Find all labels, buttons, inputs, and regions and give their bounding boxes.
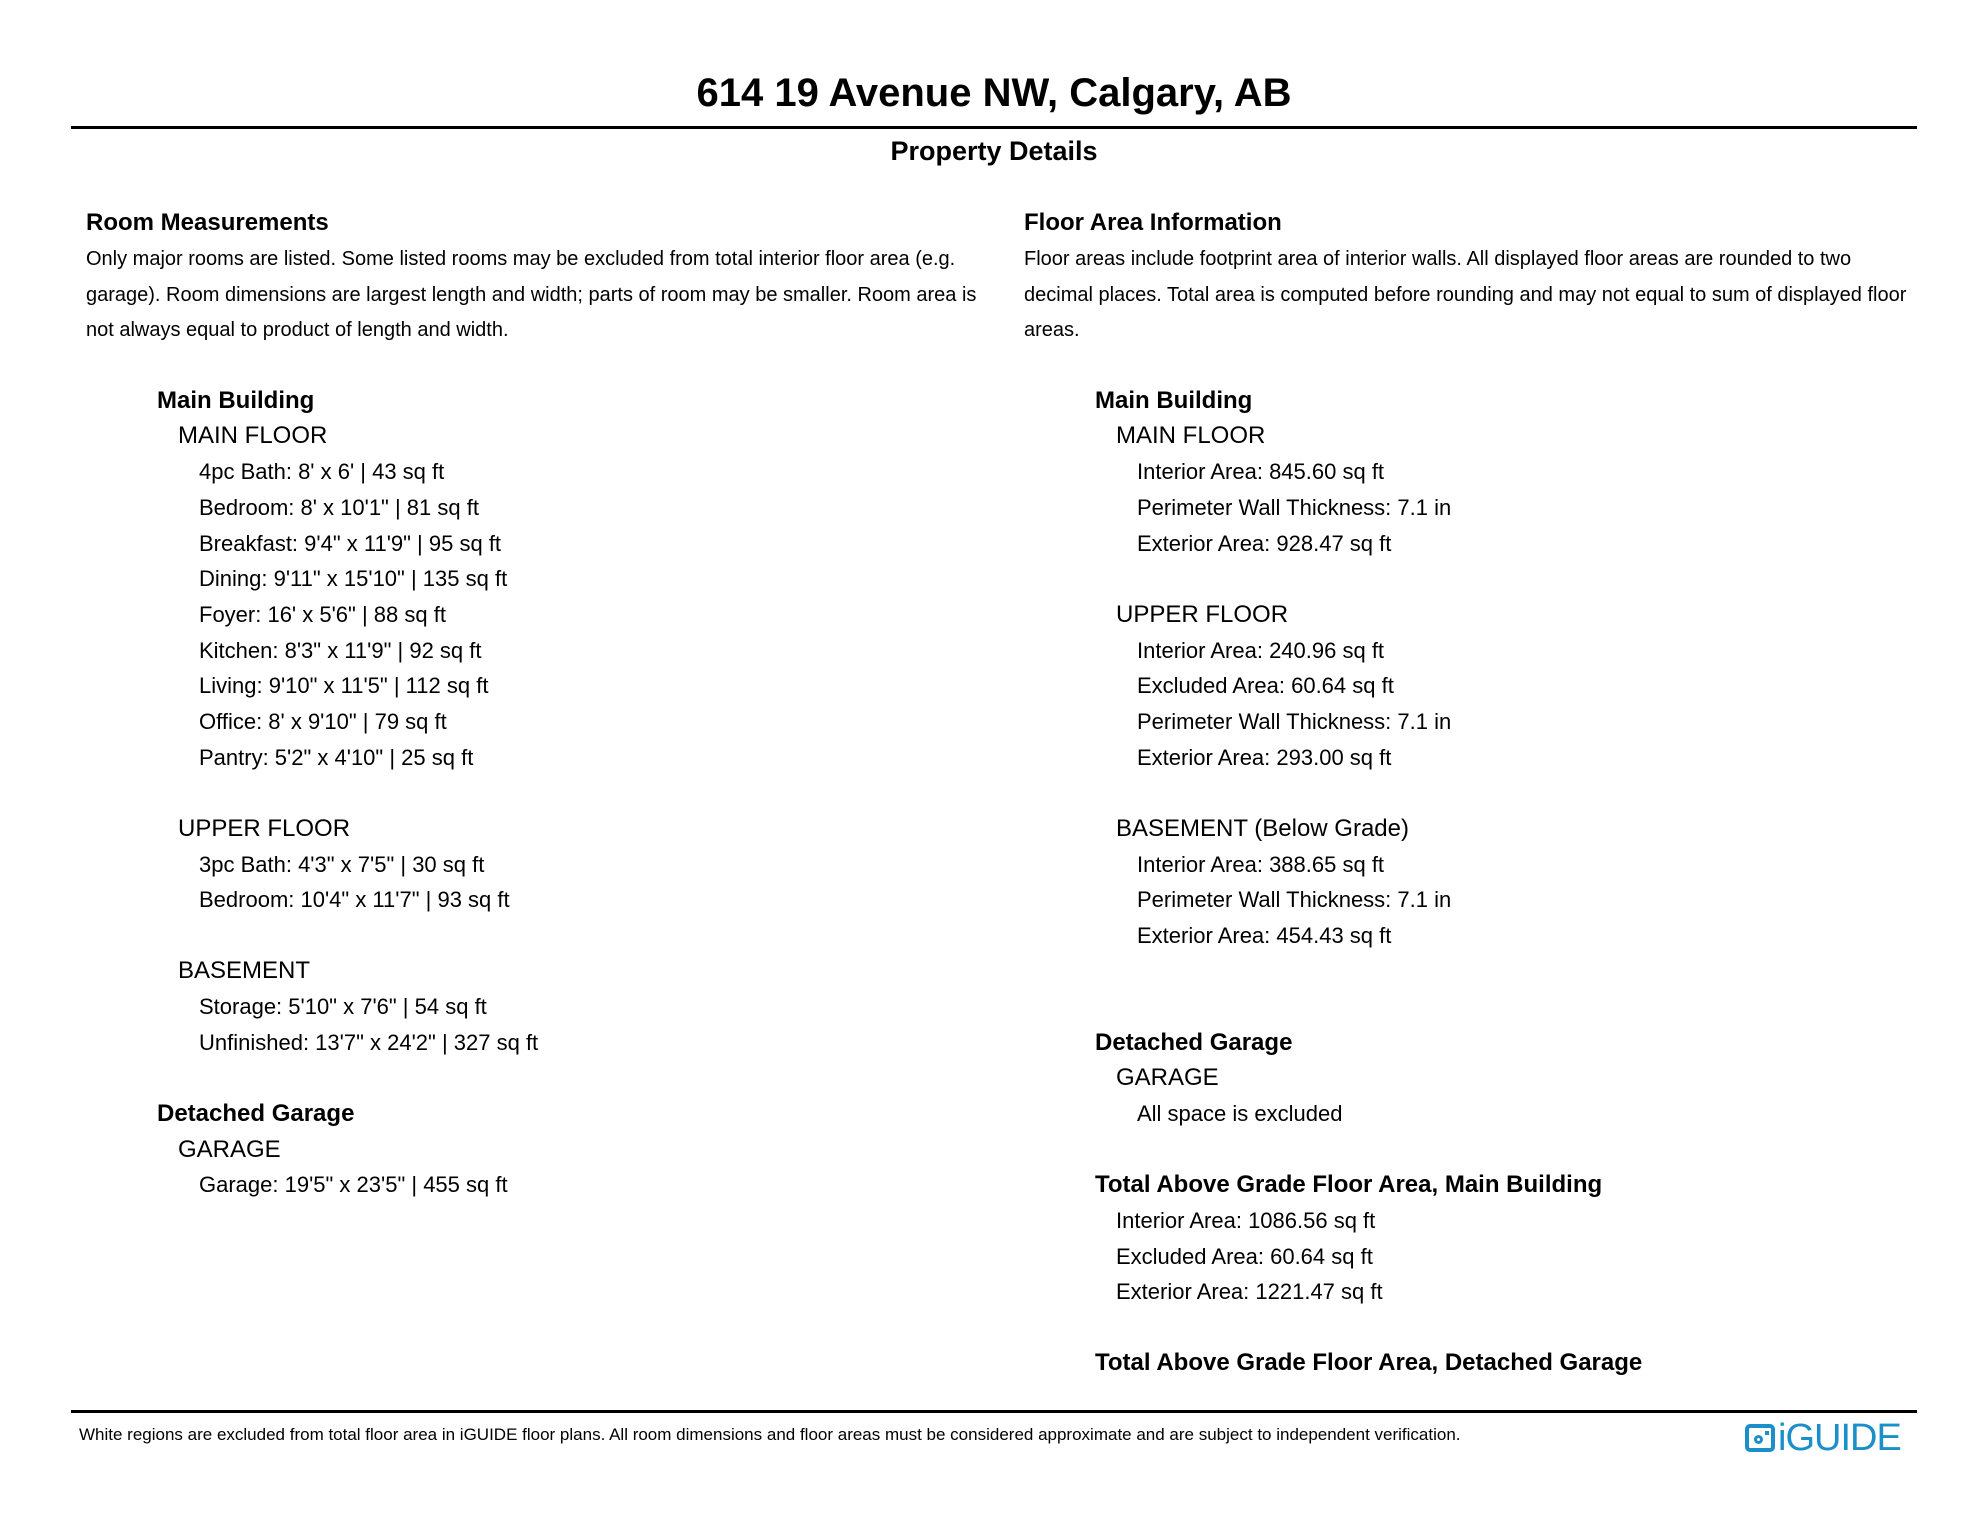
room-list-item: GARAGE [178, 1136, 281, 1163]
floor-area-heading: Floor Area Information [1024, 209, 1282, 236]
room-list-item: Living: 9'10" x 11'5" | 112 sq ft [199, 673, 489, 698]
iguide-logo [1745, 1416, 1901, 1460]
floor-area-item: Interior Area: 845.60 sq ft [1137, 459, 1385, 484]
floor-area-item: GARAGE [1116, 1064, 1219, 1091]
floor-area-item: All space is excluded [1137, 1101, 1343, 1126]
floor-area-item: Perimeter Wall Thickness: 7.1 in [1137, 495, 1452, 520]
room-list-item: MAIN FLOOR [178, 422, 328, 449]
room-list-item: BASEMENT [178, 957, 311, 984]
room-measurements-heading: Room Measurements [86, 209, 329, 236]
floor-area-item: MAIN FLOOR [1116, 422, 1266, 449]
footer-divider [71, 1410, 1917, 1413]
room-list-item: Detached Garage [157, 1100, 355, 1127]
floor-area-item: Exterior Area: 293.00 sq ft [1137, 745, 1392, 770]
floor-area-item: Perimeter Wall Thickness: 7.1 in [1137, 709, 1452, 734]
room-list-item: Bedroom: 10'4" x 11'7" | 93 sq ft [199, 887, 510, 912]
floor-area-item: Total Above Grade Floor Area, Main Building [1095, 1171, 1603, 1198]
room-list-item: Kitchen: 8'3" x 11'9" | 92 sq ft [199, 638, 482, 663]
floor-area-item: Perimeter Wall Thickness: 7.1 in [1137, 887, 1452, 912]
floor-area-item: Excluded Area: 60.64 sq ft [1137, 673, 1394, 698]
floor-area-item: Excluded Area: 60.64 sq ft [1116, 1244, 1373, 1269]
room-list-item: 4pc Bath: 8' x 6' | 43 sq ft [199, 459, 445, 484]
room-list-item: UPPER FLOOR [178, 815, 351, 842]
floor-area-item: Exterior Area: 1221.47 sq ft [1116, 1279, 1383, 1304]
floor-area-item: UPPER FLOOR [1116, 601, 1289, 628]
floor-area-item: Exterior Area: 454.43 sq ft [1137, 923, 1392, 948]
floor-area-description: Floor areas include footprint area of interior walls. All displayed floor areas are rounded to two decimal places. Total area is computed before rounding and may not equal to sum of displayed floor areas. [1024, 248, 1907, 341]
floor-area-item: Detached Garage [1095, 1029, 1293, 1056]
iguide-logo-text: iGUIDE [1778, 1417, 1901, 1459]
room-list-item: Foyer: 16' x 5'6" | 88 sq ft [199, 602, 446, 627]
room-list-item: 3pc Bath: 4'3" x 7'5" | 30 sq ft [199, 852, 485, 877]
header-divider [71, 126, 1917, 129]
floor-area-item: Main Building [1095, 387, 1253, 414]
room-list-item: Storage: 5'10" x 7'6" | 54 sq ft [199, 994, 487, 1019]
iguide-camera-icon [1745, 1424, 1775, 1452]
room-list-item: Main Building [157, 387, 315, 414]
page-subtitle: Property Details [890, 136, 1098, 166]
floor-area-item: Exterior Area: 928.47 sq ft [1137, 531, 1392, 556]
page-title: 614 19 Avenue NW, Calgary, AB [696, 71, 1292, 115]
floor-area-item: Interior Area: 388.65 sq ft [1137, 852, 1385, 877]
room-list-item: Dining: 9'11" x 15'10" | 135 sq ft [199, 566, 508, 591]
floor-area-item: Total Above Grade Floor Area, Detached Garage [1095, 1349, 1643, 1376]
floor-area-item: Interior Area: 240.96 sq ft [1137, 638, 1385, 663]
floor-area-item: BASEMENT (Below Grade) [1116, 815, 1409, 842]
room-list-item: Pantry: 5'2" x 4'10" | 25 sq ft [199, 745, 474, 770]
room-list-item: Breakfast: 9'4" x 11'9" | 95 sq ft [199, 531, 502, 556]
room-list-item: Office: 8' x 9'10" | 79 sq ft [199, 709, 447, 734]
floor-area-item: Interior Area: 1086.56 sq ft [1116, 1208, 1376, 1233]
room-list-item: Garage: 19'5" x 23'5" | 455 sq ft [199, 1172, 508, 1197]
room-measurements-description: Only major rooms are listed. Some listed rooms may be excluded from total interior floor area (e.g. garage). Room dimensions are largest length and width; parts of room may be smaller. Room area is not always equal to product of length and width. [86, 248, 977, 341]
footer-disclaimer: White regions are excluded from total floor area in iGUIDE floor plans. All room dimensions and floor areas must be considered approximate and are subject to independent verification. [79, 1425, 1461, 1444]
room-list-item: Unfinished: 13'7" x 24'2" | 327 sq ft [199, 1030, 539, 1055]
room-list-item: Bedroom: 8' x 10'1" | 81 sq ft [199, 495, 479, 520]
